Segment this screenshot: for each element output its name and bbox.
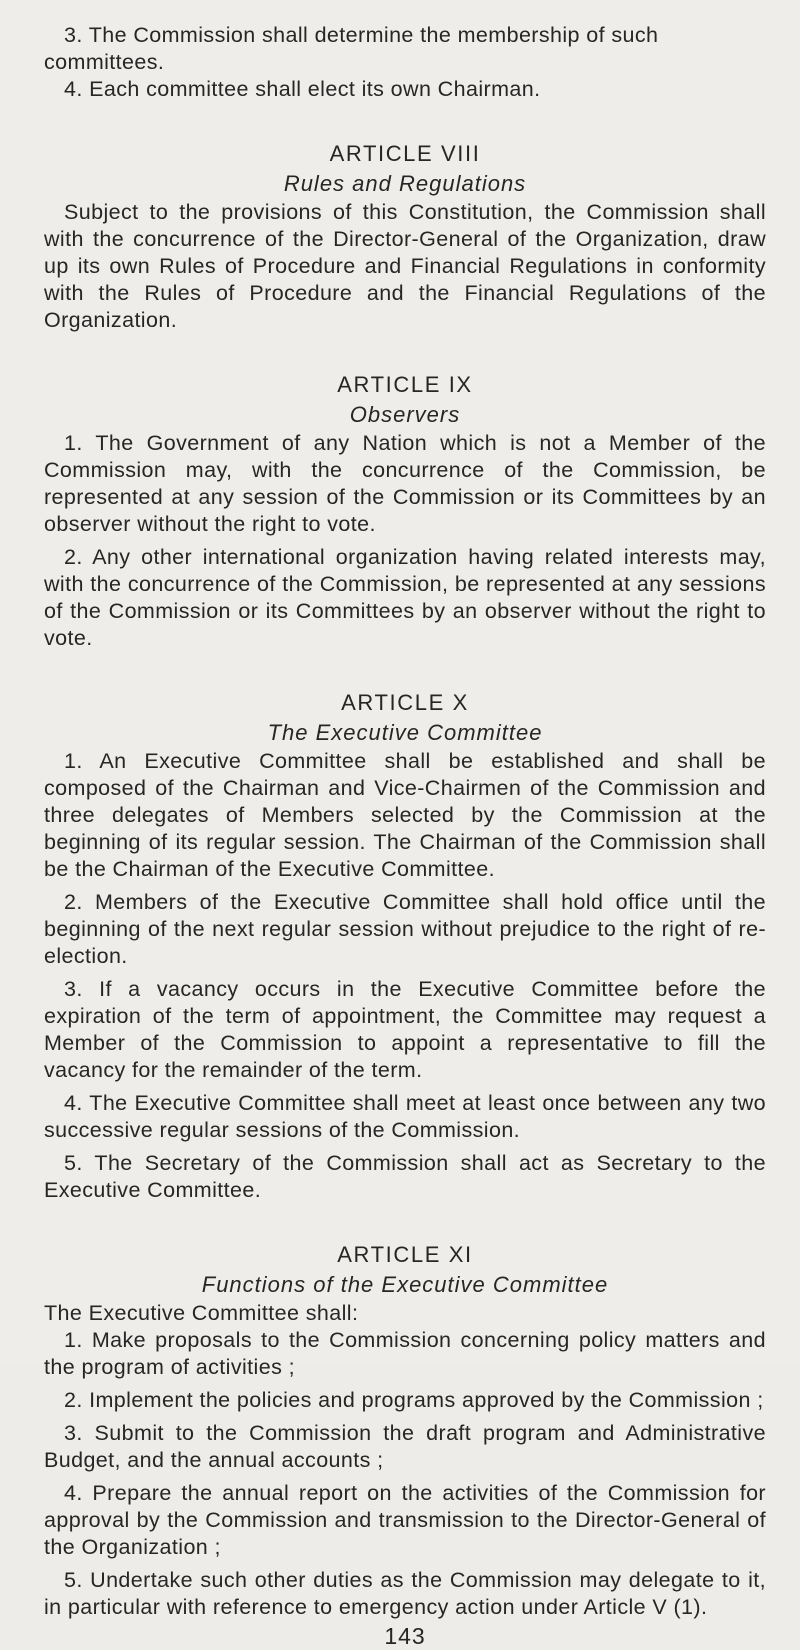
item-3-committee-membership: 3. The Commission shall determine the membership of such committees.: [44, 23, 659, 74]
article-11-subheading: Functions of the Executive Committee: [201, 1272, 609, 1297]
article-9-heading: ARTICLE IX: [337, 372, 473, 397]
article-10-paragraph: 2. Members of the Executive Committee shall hold office until the beginning of the next regular session without prejudice to the right of re-election.: [44, 890, 766, 968]
article-10-subheading: The Executive Committee: [267, 720, 543, 745]
article-11-list-item: 1. Make proposals to the Commission concerning policy matters and the program of activities ;: [44, 1328, 766, 1379]
article-11-list-item: 2. Implement the policies and programs approved by the Commission ;: [64, 1388, 764, 1412]
article-9-paragraph: 2. Any other international organization having related interests may, with the concurrence of the Commission, be represented at any sessions of the Commission or its Committees by an observer without the right to vote.: [44, 545, 766, 650]
article-11-list-item: 5. Undertake such other duties as the Commission may delegate to it, in particular with reference to emergency action under Article V (1).: [44, 1568, 766, 1619]
article-8-body: Subject to the provisions of this Constitution, the Commission shall with the concurrence of the Director-General of the Organization, draw up its own Rules of Procedure and Financial Regulations in conformity with the Rules of Procedure and the Financial Regulations of the Organization.: [44, 200, 766, 332]
article-11-list-item: 4. Prepare the annual report on the activities of the Commission for approval by the Commission and transmission to the Director-General of the Organization ;: [44, 1481, 766, 1559]
article-8-heading: ARTICLE VIII: [329, 141, 481, 166]
article-10-paragraph: 5. The Secretary of the Commission shall act as Secretary to the Executive Committee.: [44, 1151, 766, 1202]
page-number: 143: [384, 1623, 426, 1649]
article-9-paragraph: 1. The Government of any Nation which is not a Member of the Commission may, with the concurrence of the Commission, be represented at any session of the Commission or its Committees by an observer without the right to vote.: [44, 431, 766, 536]
article-9-subheading: Observers: [349, 402, 461, 427]
article-11-heading: ARTICLE XI: [337, 1242, 473, 1267]
article-11-intro: The Executive Committee shall:: [44, 1301, 359, 1325]
article-10-paragraph: 4. The Executive Committee shall meet at least once between any two successive regular sessions of the Commission.: [44, 1091, 766, 1142]
article-11-list-item: 3. Submit to the Commission the draft program and Administrative Budget, and the annual accounts ;: [44, 1421, 766, 1472]
article-10-paragraph: 3. If a vacancy occurs in the Executive Committee before the expiration of the term of appointment, the Committee may request a Member of the Commission to appoint a representative to fill the vacancy for the remainder of the term.: [44, 977, 766, 1082]
article-8-subheading: Rules and Regulations: [283, 171, 527, 196]
article-10-heading: ARTICLE X: [341, 690, 469, 715]
article-10-paragraph: 1. An Executive Committee shall be established and shall be composed of the Chairman and Vice-Chairmen of the Commission and three delegates of Members selected by the Commission at the beginning of its regular session. The Chairman of the Commission shall be the Chairman of the Executive Committee.: [44, 749, 766, 881]
item-4-committee-chairman: 4. Each committee shall elect its own Chairman.: [64, 77, 541, 101]
